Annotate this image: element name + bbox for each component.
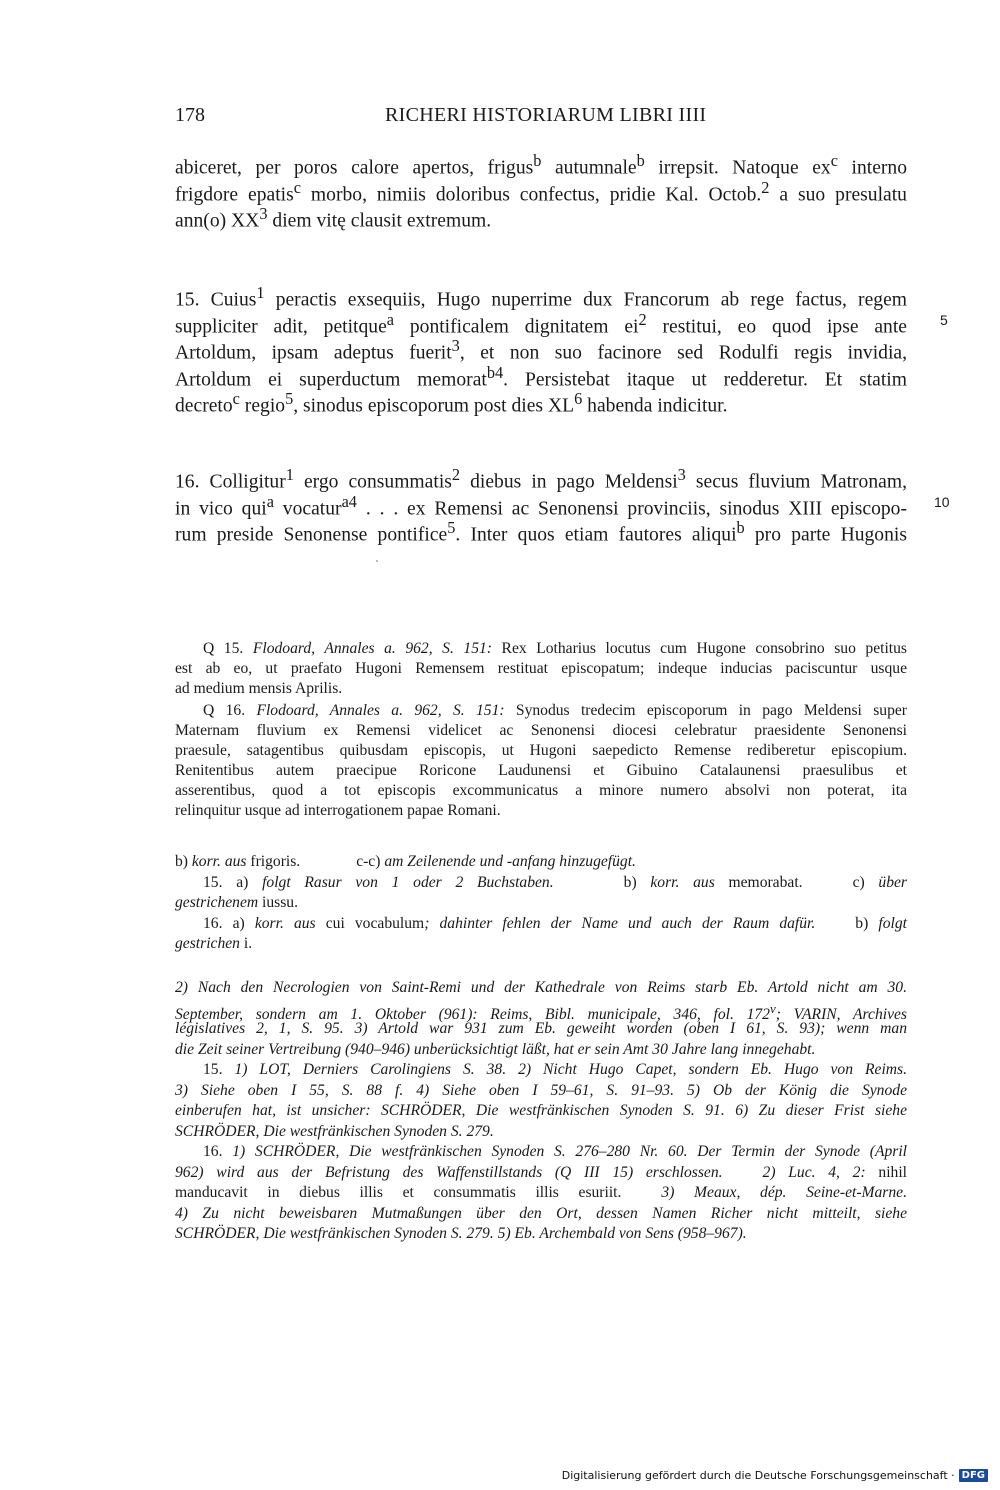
text-line: gestrichenem iussu. [175,894,299,911]
dfg-logo: DFG [959,1469,988,1482]
margin-line-number: 10 [934,494,950,510]
chapter-15-paragraph [175,280,908,417]
intro-paragraph [175,148,908,232]
text-line: ann(o) $XX^3$ diem vitę clausit extremum. [175,204,492,232]
text-line: 16. a) korr. aus cui vocabulum; dahinter fehlen der Name und auch der Raum dafür. b) folgt [203,914,907,932]
text-line: relinquitur usque ad interrogationem papae Romani. [175,802,501,819]
text-line: Q 16. Flodoard, Annales a. 962, S. 151: Synodus tredecim episcoporum in pago Meldensi super [203,702,907,719]
text-line: SCHRÖDER, Die westfränkischen Synoden S. 279. [175,1122,494,1140]
source-quotation-q15 [175,639,907,699]
text-line: asserentibus, quod a tot episcopis excommunicatus a minore numero absolvi non poterat, ita [175,782,907,799]
text-line: 3) Siehe oben I 55, S. 88 f. 4) Siehe oben I 59–61, S. 91–93. 5) Ob der König die Synode [175,1081,907,1099]
source-quotation-q16 [175,701,907,821]
text-line: die Zeit seiner Vertreibung (940–946) unberücksichtigt läßt, hat er sein Amt 30 Jahre lang innegehabt. [175,1040,816,1058]
text-line: 2) Nach den Necrologien von Saint-Remi und der Kathedrale von Reims starb Eb. Artold nicht am 30. [175,979,907,996]
text-line: est ab eo, ut praefato Hugoni Remensem restituat episcopatum; indeque inducias paciscuntur usque [175,660,907,677]
digitization-credit [562,1469,988,1482]
text-line: Artoldum ei superductum memorat$^{b4}$. Persistebat itaque ut redderetur. Et statim [175,362,907,391]
text-line: 16. 1) SCHRÖDER, Die westfränkischen Synoden S. 276–280 Nr. 60. Der Termin der Synode (April [203,1143,907,1160]
text-line: 15. Cuius$^1$ peractis exsequiis, Hugo nuperrime dux Francorum ab rege factus, regem [175,283,908,311]
text-line: manducavit in diebus illis et consummatis illis esuriit. 3) Meaux, dép. Seine-et-Marne. [175,1184,907,1201]
text-line: 962) wird aus der Befristung des Waffenstillstands (Q III 15) erschlossen. 2) Luc. 4, 2: nihil [175,1163,907,1181]
text-line: 16. Colligitur$^1$ ergo consummatis$^2$ diebus in pago Meldensi$^3$ secus fluvium Matronam, [175,465,907,493]
text-line: rum preside Senonense pontifice$^5$. Inter quos etiam fautores aliqui$^b$ pro parte Hugonis [175,518,907,546]
text-line: Artoldum, ipsam adeptus fuerit$^3$, et non suo facinore sed Rodulfi regis invidia, [175,336,907,364]
text-line: ad medium mensis Aprilis. [175,680,343,697]
credit-text: Digitalisierung gefördert durch die Deutsche Forschungsgemeinschaft · [561,1469,955,1482]
text-line: frigdore epatis$^c$ morbo, nimiis doloribus confectus, pridie Kal. Octob.$^2$ a suo presulatu [175,177,907,206]
text-line: suppliciter adit, petitque$^a$ pontificalem dignitatem $ei^2$ restitui, eo quod ipse ante [175,309,907,338]
text-line: 15. a) folgt Rasur von 1 oder 2 Buchstaben. b) korr. aus memorabat. c) über [203,873,907,891]
margin-line-number: 5 [940,312,948,328]
text-line: September, sondern am 1. Oktober (961): Reims, Bibl. municipale, 346, fol. 172$^v$; VARIN, Archives [175,1000,907,1023]
text-line: in vico qui$^a$ vocatur$^{a4}$ . . . ex Remensi ac Senonensi provinciis, sinodus XIII episcopo- [175,491,908,520]
text-line: législatives 2, 1, S. 95. 3) Artold war 931 zum Eb. geweiht worden (oben I 61, S. 93); wenn man [175,1020,907,1037]
commentary-notes [175,978,907,1245]
text-line: decreto$^c$ regio$^5$, sinodus episcoporum post dies $XL^6$ habenda indicitur. [175,389,728,417]
text-line: einberufen hat, ist unsicher: SCHRÖDER, Die westfränkischen Synoden S. 91. 6) Zu dieser Frist siehe [175,1102,907,1119]
running-title: RICHERI HISTORIARUM LIBRI IIII [385,104,707,126]
text-line: 15. 1) LOT, Derniers Carolingiens S. 38. 2) Nicht Hugo Capet, sondern Eb. Hugo von Reims. [203,1061,907,1078]
text-line: abiceret, per poros calore apertos, frigus$^b$ autumnale$^b$ irrepsit. Natoque $ex^c$ interno [175,151,908,179]
text-line: gestrichen i. [175,935,253,952]
critical-apparatus [175,852,907,955]
text-line: Q 15. Flodoard, Annales a. 962, S. 151: Rex Lotharius locutus cum Hugone consobrino suo petitus [203,640,907,657]
text-line: 4) Zu nicht beweisbaren Mutmaßungen über den Ort, dessen Namen Richer nicht mitteilt, siehe [175,1204,907,1222]
text-line: Renitentibus autem praecipue Roricone Laudunensi et Gibuino Catalaunensi praesulibus et [175,762,907,779]
page-number: 178 [175,104,205,126]
text-line: Maternam fluvium ex Remensi videlicet ac Senonensi diocesi celebratur praesidente Senonensi [175,722,907,739]
chapter-16-paragraph [175,462,908,546]
text-line: SCHRÖDER, Die westfränkischen Synoden S. 279. 5) Eb. Archembald von Sens (958–967). [175,1225,747,1242]
scan-speck [376,560,378,562]
text-line: praesule, satagentibus quibusdam episcopis, ut Hugoni saepedicto Remense rediberetur episcopium. [175,742,907,759]
text-line: b) korr. aus frigoris. c-c) am Zeilenende und -anfang hinzugefügt. [175,853,636,870]
